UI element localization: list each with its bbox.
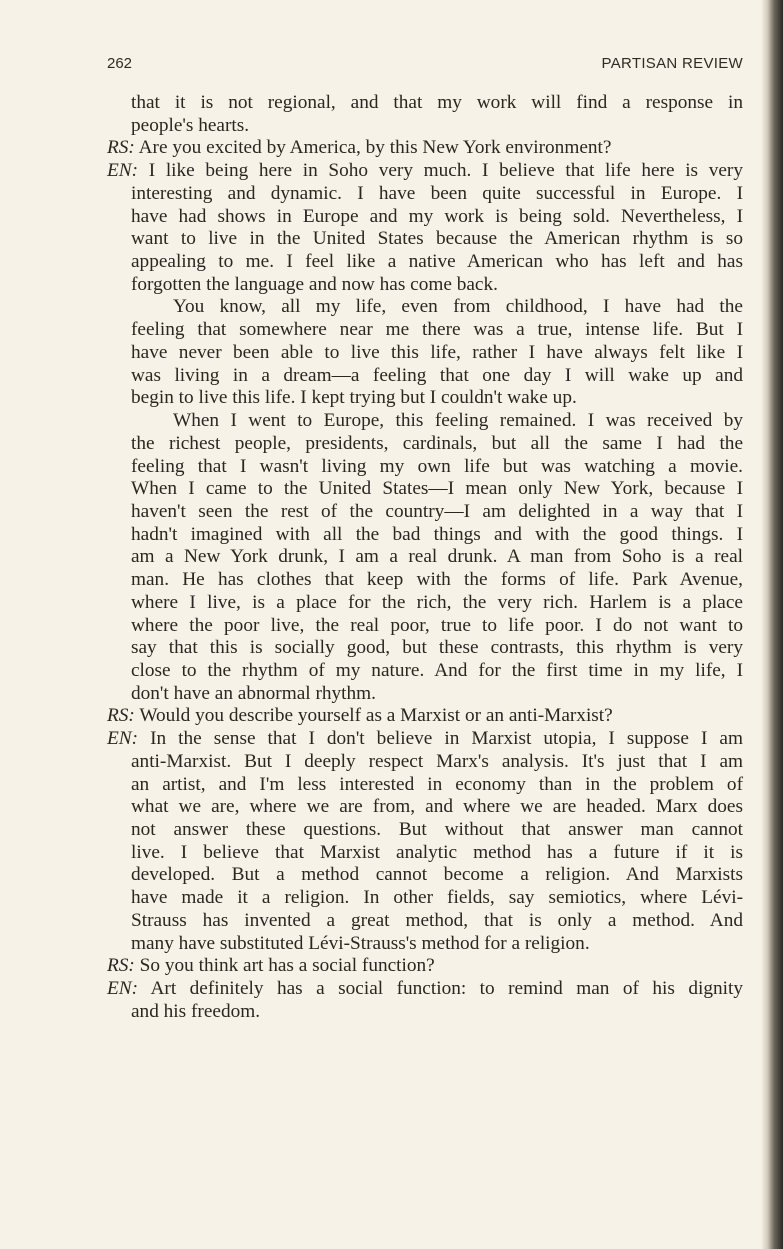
text-line (107, 319, 743, 342)
dialogue-turn (107, 137, 743, 160)
text-line (107, 115, 743, 138)
line-text: what we are, where we are from, and where we are headed. Marx does (131, 796, 743, 818)
text-line (107, 433, 743, 456)
dialogue-turn (107, 955, 743, 978)
line-text: begin to live this life. I kept trying but I couldn't wake up. (131, 387, 577, 409)
running-header (107, 55, 743, 75)
text-line (107, 206, 743, 229)
text-line (107, 887, 743, 910)
line-text: When I came to the United States—I mean only New York, because I (131, 478, 743, 500)
line-text: not answer these questions. But without that answer man cannot (131, 819, 743, 840)
text-line (107, 796, 743, 819)
dialogue-turn (107, 728, 743, 955)
speaker-label: EN: (107, 160, 139, 182)
text-line (107, 524, 743, 547)
page-number: 262 (107, 55, 133, 72)
line-text: have never been able to live this life, rather I have always felt like I (131, 341, 743, 363)
text-line (107, 342, 743, 365)
paragraph (107, 92, 743, 137)
dialogue-turn (107, 705, 743, 728)
line-text: where the poor live, the real poor, true to life poor. I do not want to (131, 614, 743, 636)
line-text: people's hearts. (131, 114, 250, 136)
line-text: I like being here in Soho very much. I believe that life here is very (148, 160, 743, 182)
line-text: want to live in the United States because the American rhythm is so (131, 228, 743, 250)
page-binding-edge (761, 0, 783, 1249)
line-text: and his freedom. (131, 1000, 261, 1022)
dialogue-turn (107, 978, 743, 1023)
line-text: haven't seen the rest of the country—I am delighted in a way that I (131, 500, 743, 522)
line-text: Are you excited by America, by this New York environment? (138, 137, 612, 159)
line-text: that it is not regional, and that my work will find a response in (131, 92, 743, 113)
speaker-label: EN: (107, 978, 139, 1000)
line-text: Strauss has invented a great method, that is only a method. And (131, 909, 743, 931)
line-text: Art definitely has a social function: to remind man of his dignity (150, 978, 743, 1000)
text-line (107, 183, 743, 206)
line-text: So you think art has a social function? (139, 955, 435, 977)
text-line (107, 251, 743, 274)
text-line (107, 160, 743, 183)
text-line (107, 501, 743, 524)
text-line (107, 774, 743, 797)
speaker-label: RS: (107, 955, 135, 977)
speaker-label: RS: (107, 137, 135, 159)
paragraph (107, 410, 743, 705)
line-text: forgotten the language and now has come back. (131, 273, 498, 295)
line-text: was living in a dream—a feeling that one day I will wake up and (131, 364, 743, 386)
line-text: hadn't imagined with all the bad things and with the good things. I (131, 523, 743, 545)
line-text: In the sense that I don't believe in Marxist utopia, I suppose I am (150, 728, 743, 750)
text-line (107, 592, 743, 615)
line-text: feeling that I wasn't living my own life but was watching a movie. (131, 455, 743, 477)
line-text: anti-Marxist. But I deeply respect Marx's analysis. It's just that I am (131, 750, 743, 772)
speaker-label: RS: (107, 705, 135, 727)
line-text: have made it a religion. In other fields, say semiotics, where Lévi- (131, 887, 743, 909)
line-text: am a New York drunk, I am a real drunk. A man from Soho is a real (131, 546, 743, 568)
text-line (107, 864, 743, 887)
line-text: appealing to me. I feel like a native American who has left and has (131, 251, 743, 273)
text-line (107, 546, 743, 569)
speaker-label: EN: (107, 728, 139, 750)
text-line (107, 933, 743, 956)
text-line (107, 955, 743, 978)
line-text: live. I believe that Marxist analytic method has a future if it is (131, 841, 743, 863)
text-line (107, 228, 743, 251)
line-text: don't have an abnormal rhythm. (131, 682, 376, 704)
journal-title: PARTISAN REVIEW (601, 55, 743, 72)
line-text: where I live, is a place for the rich, the very rich. Harlem is a place (131, 591, 743, 613)
text-line (107, 410, 743, 433)
line-text: man. He has clothes that keep with the forms of life. Park Avenue, (131, 569, 743, 591)
line-text: close to the rhythm of my nature. And for the first time in my life, I (131, 659, 743, 681)
text-line (107, 751, 743, 774)
text-line (107, 637, 743, 660)
line-text: You know, all my life, even from childhood, I have had the (173, 296, 743, 318)
text-line (107, 819, 743, 842)
line-text: developed. But a method cannot become a religion. And Marxists (131, 864, 743, 886)
line-text: feeling that somewhere near me there was a true, intense life. But I (131, 319, 743, 341)
paragraph (107, 296, 743, 410)
interview-text (107, 92, 743, 1023)
line-text: interesting and dynamic. I have been quite successful in Europe. I (131, 182, 743, 204)
text-line (107, 842, 743, 865)
text-line (107, 92, 743, 115)
line-text: an artist, and I'm less interested in economy than in the problem of (131, 773, 743, 795)
text-line (107, 1001, 743, 1024)
text-line (107, 296, 743, 319)
text-line (107, 387, 743, 410)
dialogue-turn (107, 160, 743, 296)
line-text: many have substituted Lévi-Strauss's method for a religion. (131, 932, 590, 954)
line-text: the richest people, presidents, cardinals, but all the same I had the (131, 432, 743, 454)
line-text: say that this is socially good, but these contrasts, this rhythm is very (131, 637, 743, 659)
text-line (107, 137, 743, 160)
text-line (107, 274, 743, 297)
text-line (107, 910, 743, 933)
text-line (107, 456, 743, 479)
text-line (107, 728, 743, 751)
text-line (107, 978, 743, 1001)
line-text: have had shows in Europe and my work is being sold. Nevertheless, I (131, 205, 743, 227)
text-line (107, 478, 743, 501)
text-line (107, 705, 743, 728)
line-text: Would you describe yourself as a Marxist or an anti-Marxist? (139, 705, 613, 727)
text-line (107, 615, 743, 638)
line-text: When I went to Europe, this feeling remained. I was received by (173, 410, 743, 432)
text-line (107, 365, 743, 388)
text-line (107, 660, 743, 683)
text-line (107, 569, 743, 592)
text-line (107, 683, 743, 706)
